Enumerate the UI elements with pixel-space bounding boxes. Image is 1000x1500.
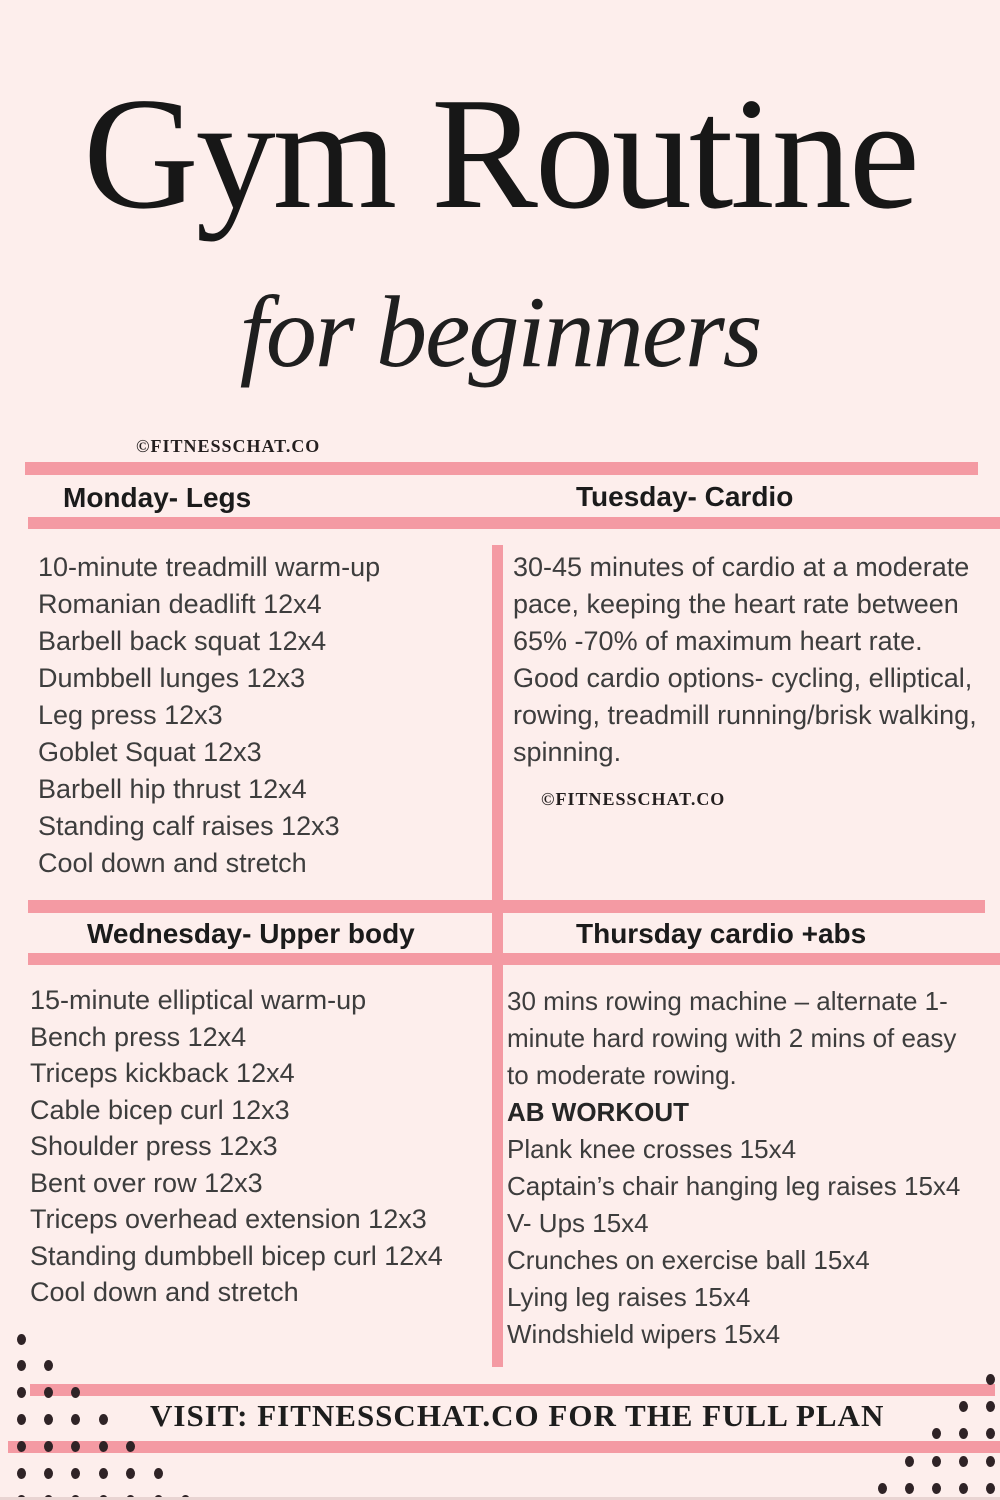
- decor-dot: [986, 1428, 995, 1439]
- tuesday-text-line: spinning.: [513, 737, 622, 767]
- subtitle-script: for beginners: [239, 276, 761, 389]
- copyright-watermark-tuesday: ©FITNESSCHAT.CO: [541, 789, 726, 809]
- decor-dot: [932, 1456, 941, 1467]
- monday-exercise: Barbell back squat 12x4: [38, 626, 327, 656]
- decor-dot: [959, 1401, 968, 1412]
- thursday-intro-line: 30 mins rowing machine – alternate 1-: [507, 986, 948, 1016]
- monday-exercise: Cool down and stretch: [38, 848, 307, 878]
- decor-dot: [44, 1468, 53, 1479]
- thursday-intro-line: minute hard rowing with 2 mins of easy: [507, 1023, 957, 1053]
- wednesday-exercise: Triceps kickback 12x4: [30, 1058, 295, 1088]
- monday-exercise: Dumbbell lunges 12x3: [38, 663, 306, 693]
- tuesday-cardio-text: [513, 549, 977, 771]
- thursday-exercise: Captain’s chair hanging leg raises 15x4: [507, 1171, 961, 1201]
- section-header-monday: Monday- Legs: [63, 482, 252, 513]
- decor-dot: [986, 1374, 995, 1385]
- monday-exercise: Romanian deadlift 12x4: [38, 589, 322, 619]
- decor-dot: [17, 1360, 26, 1371]
- wednesday-exercise: Cable bicep curl 12x3: [30, 1094, 290, 1125]
- decor-dot: [17, 1414, 26, 1425]
- monday-exercise: 10-minute treadmill warm-up: [38, 552, 381, 582]
- monday-exercise: Leg press 12x3: [38, 700, 223, 730]
- tuesday-text-line: 30-45 minutes of cardio at a moderate: [513, 552, 970, 582]
- column-divider-top: [492, 545, 503, 903]
- decor-dot: [154, 1468, 163, 1479]
- decor-dot: [878, 1483, 887, 1494]
- footer-visit-text: VISIT: FITNESSCHAT.CO FOR THE FULL PLAN: [150, 1398, 885, 1433]
- wednesday-exercise: Bench press 12x4: [30, 1021, 247, 1052]
- section-header-thursday: Thursday cardio +abs: [576, 918, 867, 949]
- decor-dot: [126, 1468, 135, 1479]
- decor-dot: [986, 1483, 995, 1494]
- tuesday-text-line: pace, keeping the heart rate between: [513, 589, 959, 619]
- decor-dot: [99, 1468, 108, 1479]
- decor-dot: [44, 1441, 53, 1452]
- monday-exercise: Barbell hip thrust 12x4: [38, 774, 307, 804]
- thursday-intro: [507, 983, 960, 1094]
- section-header-tuesday: Tuesday- Cardio: [576, 481, 794, 512]
- header-band1-bottom-bar: [28, 517, 1000, 529]
- wednesday-exercise: Triceps overhead extension 12x3: [30, 1204, 427, 1234]
- decor-dot: [986, 1401, 995, 1412]
- ab-workout-heading: AB WORKOUT: [507, 1097, 689, 1127]
- monday-exercise-list: [38, 549, 380, 882]
- decor-dot: [44, 1387, 53, 1398]
- thursday-block: [507, 983, 960, 1353]
- decor-dot: [71, 1414, 80, 1425]
- decor-dot: [17, 1441, 26, 1452]
- column-divider-header2: [492, 913, 503, 953]
- decor-dot: [71, 1468, 80, 1479]
- tuesday-text-line: Good cardio options- cycling, elliptical,: [513, 663, 973, 693]
- decor-dot: [905, 1483, 914, 1494]
- decor-dot: [932, 1483, 941, 1494]
- header-band2-bottom-bar: [28, 953, 1000, 965]
- decor-dot: [99, 1441, 108, 1452]
- decor-dot: [44, 1414, 53, 1425]
- wednesday-exercise: Standing dumbbell bicep curl 12x4: [30, 1240, 443, 1271]
- decor-dot: [44, 1360, 53, 1371]
- thursday-exercise: Crunches on exercise ball 15x4: [507, 1245, 870, 1275]
- footer-bottom-bar: [8, 1441, 1000, 1453]
- thursday-exercise: Windshield wipers 15x4: [507, 1319, 781, 1349]
- thursday-exercise: Plank knee crosses 15x4: [507, 1134, 797, 1164]
- tuesday-text-line: 65% -70% of maximum heart rate.: [513, 626, 923, 656]
- thursday-exercise: V- Ups 15x4: [507, 1208, 649, 1238]
- thursday-ab-list: [507, 1131, 960, 1353]
- main-title: Gym Routine: [83, 64, 917, 242]
- footer-top-bar: [30, 1384, 995, 1396]
- decor-dot: [71, 1387, 80, 1398]
- decor-dot: [905, 1456, 914, 1467]
- wednesday-exercise: Cool down and stretch: [30, 1277, 299, 1307]
- decor-dot: [986, 1456, 995, 1467]
- decor-dot: [17, 1334, 26, 1345]
- decor-dot: [17, 1387, 26, 1398]
- decor-dot: [959, 1483, 968, 1494]
- column-divider-bottom: [492, 965, 503, 1367]
- header-band2-top-bar: [28, 900, 985, 913]
- wednesday-exercise: Shoulder press 12x3: [30, 1131, 278, 1161]
- decor-dot: [959, 1428, 968, 1439]
- decor-dot: [99, 1414, 108, 1425]
- wednesday-exercise: Bent over row 12x3: [30, 1167, 263, 1198]
- decor-dot: [959, 1456, 968, 1467]
- decor-dot: [17, 1468, 26, 1479]
- monday-exercise: Goblet Squat 12x3: [38, 737, 262, 767]
- section-header-wednesday: Wednesday- Upper body: [87, 918, 415, 949]
- thursday-exercise: Lying leg raises 15x4: [507, 1282, 751, 1312]
- decor-dot: [932, 1428, 941, 1439]
- wednesday-exercise-list: [30, 982, 443, 1311]
- copyright-watermark-top: ©FITNESSCHAT.CO: [136, 436, 321, 456]
- wednesday-exercise: 15-minute elliptical warm-up: [30, 985, 367, 1015]
- tuesday-text-line: rowing, treadmill running/brisk walking,: [513, 700, 977, 730]
- header-band1-top-bar: [25, 462, 978, 475]
- thursday-intro-line: to moderate rowing.: [507, 1060, 737, 1090]
- monday-exercise: Standing calf raises 12x3: [38, 811, 340, 841]
